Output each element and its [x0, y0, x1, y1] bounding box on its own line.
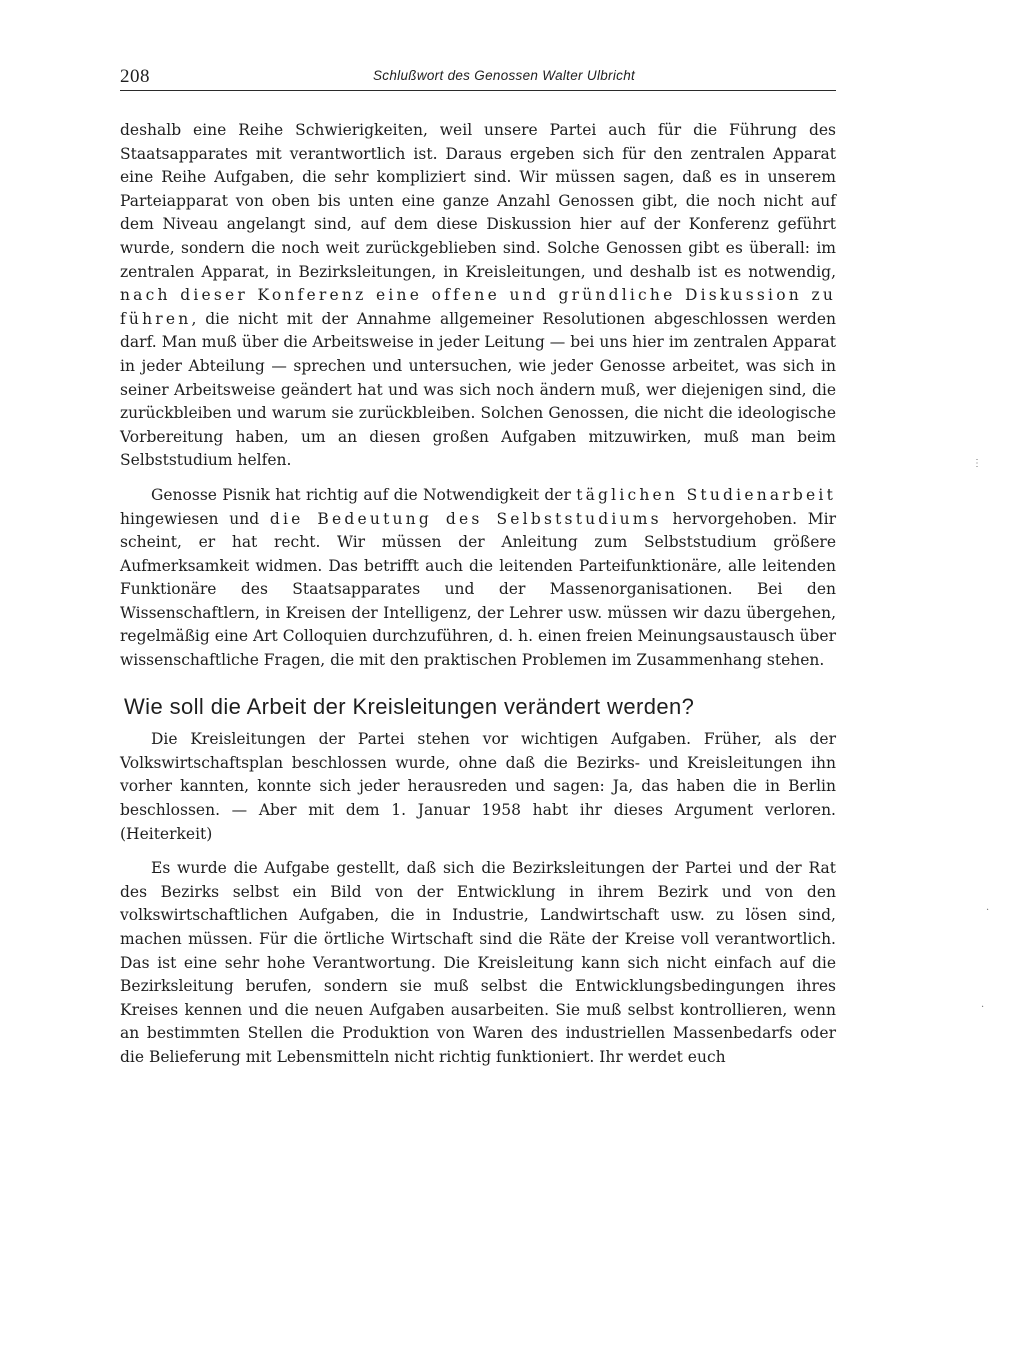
scan-speck: · [981, 1002, 985, 1013]
body-text [120, 119, 836, 1070]
paragraph: Die Kreisleitungen der Partei stehen vor wichtigen Aufgaben. Früher, als der Volkswirtschaftsplan beschlossen wurde, ohne daß die Bezirks- und Kreisleitungen ihn vorher kannten, konnte sich jeder herausreden und sagen: Ja, das haben die in Berlin beschlossen. — Aber mit dem 1. Januar 1958 habt ihr dieses Argument verloren. (Heiterkeit) [120, 730, 836, 843]
page-number: 208 [120, 66, 150, 87]
book-page [120, 58, 836, 1070]
section-heading: Wie soll die Arbeit der Kreisleitungen verändert werden? [124, 693, 695, 719]
paragraph-text: deshalb eine Reihe Schwierigkeiten, weil unsere Partei auch für die Führung des Staatsapparates mit verantwortlich ist. Daraus ergeben sich für den zentralen Apparat eine Reihe Aufgaben, die sehr kompliziert sind. Wir müssen sagen, daß es in unserem Parteiapparat von oben bis unten eine ganze Anzahl Genossen gibt, die noch nicht auf dem Niveau angelangt sind, auf dem diese Diskussion hier auf der Konferenz geführt wurde, sondern die noch weit zurückgeblieben sind. Solche Genossen gibt es überall: im zentralen Apparat, in Bezirksleitungen, in Kreisleitungen, und deshalb ist es notwendig, [120, 121, 836, 281]
paragraph: Es wurde die Aufgabe gestellt, daß sich die Bezirksleitungen der Partei und der Rat des Bezirks selbst ein Bild von der Entwicklung in ihrem Bezirk und von den volkswirtschaftlichen Aufgaben, die in Industrie, Landwirtschaft usw. zu lösen sind, machen müssen. Für die örtliche Wirtschaft sind die Räte der Kreise voll verantwortlich. Das ist eine sehr hohe Verantwortung. Die Kreisleitung kann sich nicht einfach auf die Bezirksleitung berufen, sondern sie muß selbst die Entwicklungsbedingungen ihres Kreises kennen und die neuen Aufgaben ausarbeiten. Sie muß selbst kontrollieren, wenn an bestimmten Stellen die Produktion von Waren des industriellen Massenbedarfs oder die Belieferung mit Lebensmitteln nicht richtig funktioniert. Ihr werdet euch [120, 859, 836, 1066]
paragraph [120, 119, 836, 473]
paragraph-text: hingewiesen und [120, 509, 270, 528]
spaced-emphasis: täglichen Studienarbeit [576, 485, 837, 504]
paragraph [120, 484, 836, 673]
spaced-emphasis: nach dieser Konferenz eine offene und gründliche Diskussion zu führen [120, 286, 836, 328]
paragraph-text: hervorgehoben. Mir scheint, er hat recht. Wir müssen der Anleitung zum Selbststudium größere Aufmerksamkeit widmen. Das betrifft auch die leitenden Parteifunktionäre, alle leitenden Funktionäre des Staatsapparates und der Massenorganisationen. Bei den Wissenschaftlern, in Kreisen der Intelligenz, der Lehrer usw. müssen wir dazu übergehen, regelmäßig eine Art Colloquien durchzuführen, d. h. einen freien Meinungsaustausch über wissenschaftliche Fragen, die mit den praktischen Problemen im Zusammenhang stehen. [120, 509, 836, 670]
paragraph-text: Genosse Pisnik hat richtig auf die Notwendigkeit der [151, 485, 577, 504]
running-title: Schlußwort des Genossen Walter Ulbricht [373, 68, 636, 83]
paragraph-text: , die nicht mit der Annahme allgemeiner Resolutionen abgeschlossen werden darf. Man muß über die Arbeitsweise in jeder Leitung — bei uns hier im zentralen Apparat in jeder Abteilung — sprechen und untersuchen, wie jeder Genosse arbeitet, was sich in seiner Arbeitsweise geändert hat und was sich noch ändern muß, wer diejenigen sind, die zurückbleiben und warum sie zurückbleiben. Solchen Genossen, die nicht die ideologische Vorbereitung haben, um an diesen großen Aufgaben mitzuwirken, muß man beim Selbststudium helfen. [120, 309, 836, 470]
scan-speck: · [986, 905, 990, 916]
spaced-emphasis: die Bedeutung des Selbststudiums [269, 509, 662, 528]
scan-speck: ⋮ [972, 458, 982, 469]
page-header [120, 58, 836, 91]
